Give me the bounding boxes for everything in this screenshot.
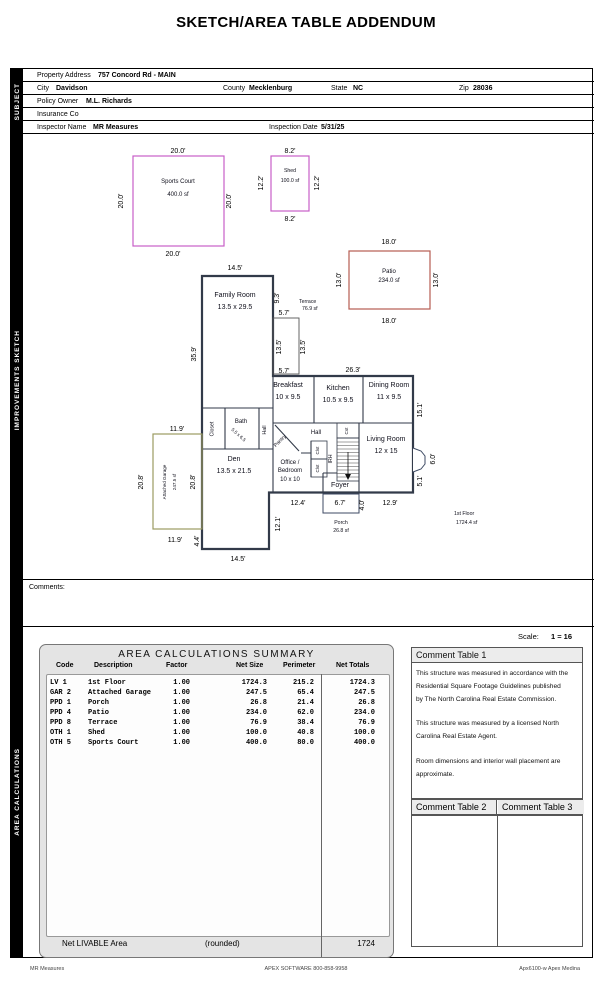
office-line1: Office /	[280, 460, 300, 466]
terrace-dim-right: 13.5'	[300, 339, 307, 355]
cell-net-totals: 26.8	[358, 699, 375, 707]
city-value: Davidson	[56, 85, 88, 92]
cell-perimeter: 62.0	[297, 709, 314, 717]
bath-name: Bath	[234, 419, 248, 425]
cell-net-totals: 100.0	[353, 729, 375, 737]
sports-court-area: 400.0 sf	[167, 192, 189, 198]
cell-net-totals: 400.0	[353, 739, 375, 747]
col-description: Description	[94, 662, 133, 669]
col-perimeter: Perimeter	[283, 662, 316, 669]
cell-description: Patio	[88, 709, 110, 717]
garage-dim-bottom: 11.9'	[167, 537, 183, 544]
breakfast-dims: 10 x 9.5	[275, 394, 301, 401]
row-inspector	[23, 121, 594, 134]
kitchen-row-dim: 26.3'	[345, 367, 361, 374]
bay-dim: 6.0'	[430, 453, 437, 465]
zip-label: Zip	[459, 85, 469, 92]
net-livable-value: 1724	[357, 939, 375, 948]
sports-court-dim-top: 20.0'	[170, 148, 186, 155]
comment-line: by The North Carolina Real Estate Commission.	[416, 695, 557, 703]
insurance-label: Insurance Co	[37, 111, 79, 118]
section-tab-improvements-sketch	[11, 134, 23, 626]
cell-factor: 1.00	[173, 739, 190, 747]
patio-name: Patio	[382, 269, 396, 275]
net-livable-label: Net LIVABLE Area	[62, 939, 128, 948]
table-row	[40, 739, 375, 749]
house-outline	[202, 276, 413, 549]
cell-perimeter: 215.2	[292, 679, 314, 687]
garage-dim-top: 11.9'	[169, 426, 185, 433]
shed-area: 100.0 sf	[280, 178, 300, 184]
cell-code: PPD 4	[50, 709, 72, 717]
comment-table-1-body	[412, 663, 582, 782]
garage-dim-left: 20.8'	[138, 474, 145, 490]
dim-12-9: 12.9'	[382, 500, 398, 507]
shed-dim-right: 12.2'	[314, 175, 321, 191]
shed-shape	[258, 148, 321, 223]
sports-court-dim-bottom: 20.0'	[165, 251, 181, 258]
subject-tab-label: SUBJECT	[13, 82, 21, 121]
cell-net-totals: 76.9	[358, 719, 375, 727]
west-wall-dim: 35.9'	[191, 346, 198, 362]
dim-4-4: 4.4'	[194, 535, 201, 547]
comments-label: Comments:	[29, 584, 65, 591]
comment-line: approximate.	[416, 770, 455, 778]
table-row	[40, 689, 375, 699]
terrace-name: Terrace	[299, 299, 317, 305]
foyer-label: Foyer	[331, 482, 349, 489]
cell-description: Shed	[88, 729, 105, 737]
hall-vertical-label: Hall	[262, 425, 268, 435]
clst2-label: Clst	[315, 464, 320, 473]
cell-description: Attached Garage	[88, 689, 152, 697]
comment-line: This structure was measured by a licensed North	[416, 720, 559, 728]
comment-table-1-title: Comment Table 1	[412, 648, 582, 663]
area-calculations-section	[23, 626, 594, 959]
row-property-address	[23, 69, 594, 82]
inspector-value: MR Measures	[93, 124, 139, 131]
cell-factor: 1.00	[173, 679, 190, 687]
comment-tables-2-3-header	[411, 799, 583, 815]
dim-9-3: 9.3'	[274, 292, 281, 304]
cell-code: OTH 1	[50, 729, 72, 737]
comment-line: Room dimensions and interior wall placement are	[416, 757, 561, 765]
cell-perimeter: 40.8	[297, 729, 314, 737]
kitchen-name: Kitchen	[326, 385, 350, 392]
property-address-label: Property Address	[37, 72, 91, 79]
comment-tables-divider	[497, 816, 498, 946]
summary-title: AREA CALCULATIONS SUMMARY	[118, 649, 315, 660]
cell-description: Sports Court	[88, 739, 139, 747]
dim-6-7: 6.7'	[334, 500, 346, 507]
policy-owner-label: Policy Owner	[37, 98, 79, 105]
scale-label: Scale:	[517, 632, 539, 641]
cell-code: OTH 5	[50, 739, 72, 747]
cell-net-totals: 1724.3	[349, 679, 375, 687]
cell-code: PPD 8	[50, 719, 72, 727]
sketch-tab-label: IMPROVEMENTS SKETCH	[13, 329, 21, 431]
patio-dim-right: 13.0'	[433, 272, 440, 288]
kitchen-dims: 10.5 x 9.5	[322, 397, 354, 404]
zip-value: 28036	[473, 85, 493, 92]
comment-line: This structure was measured in accordance with the	[416, 670, 569, 677]
table-row	[40, 699, 375, 709]
cell-net-size: 76.9	[250, 719, 267, 727]
section-tab-subject	[11, 69, 23, 134]
cell-factor: 1.00	[173, 709, 190, 717]
comment-table-3-title: Comment Table 3	[498, 800, 584, 814]
patio-shape	[336, 239, 440, 325]
cell-description: Terrace	[88, 719, 118, 727]
dim-12-1: 12.1'	[275, 516, 282, 532]
table-row	[40, 719, 375, 729]
cell-perimeter: 21.4	[297, 699, 314, 707]
col-code: Code	[56, 662, 74, 669]
cell-factor: 1.00	[173, 689, 190, 697]
living-room-dims: 12 x 15	[374, 448, 398, 455]
family-room-dim-top: 14.5'	[227, 265, 243, 272]
first-floor-name: 1st Floor	[454, 511, 475, 517]
table-row	[40, 679, 375, 689]
terrace-area: 76.9 sf	[302, 306, 318, 312]
cell-net-size: 1724.3	[241, 679, 267, 687]
dining-room-dims: 11 x 9.5	[376, 394, 402, 401]
cell-perimeter: 38.4	[297, 719, 314, 727]
shed-dim-bottom: 8.2'	[284, 216, 296, 223]
comment-line: Residential Square Footage Guidelines published	[416, 682, 561, 690]
shed-dim-left: 12.2'	[258, 175, 265, 191]
dim-5-1: 5.1'	[417, 475, 424, 487]
property-address-value: 757 Concord Rd - MAIN	[98, 72, 176, 79]
cell-factor: 1.00	[173, 719, 190, 727]
terrace-dim-bottom: 5.7'	[278, 368, 290, 375]
cell-net-size: 247.5	[245, 689, 267, 697]
comment-tables-2-3-body	[411, 815, 583, 947]
area-calc-tab-label: AREA CALCULATIONS	[13, 747, 21, 836]
breakfast-name: Breakfast	[273, 382, 303, 389]
den-dims: 13.5 x 21.5	[216, 468, 252, 475]
bay-window	[413, 448, 425, 472]
patio-dim-left: 13.0'	[336, 272, 343, 288]
cell-code: LV 1	[50, 679, 67, 687]
irh-label: IRH	[328, 454, 334, 464]
closet-label: Closet	[209, 421, 216, 437]
hall-label: Hall	[310, 430, 322, 436]
cell-code: GAR 2	[50, 689, 72, 697]
shed-dim-top: 8.2'	[284, 148, 296, 155]
cell-net-totals: 247.5	[353, 689, 375, 697]
sports-court-dim-right: 20.0'	[226, 193, 233, 209]
form-frame	[10, 68, 593, 958]
state-label: State	[331, 85, 348, 92]
section-tab-area-calculations	[11, 626, 23, 957]
cell-net-size: 26.8	[250, 699, 267, 707]
comment-table-2-title: Comment Table 2	[412, 800, 497, 814]
footer-right: Apx6100-w Apex Medina	[519, 966, 580, 972]
row-insurance	[23, 108, 594, 121]
garage-area: 247.5 sf	[172, 473, 177, 491]
patio-dim-top: 18.0'	[381, 239, 397, 246]
col-net-totals: Net Totals	[336, 662, 370, 669]
col-factor: Factor	[166, 662, 188, 669]
sports-court-rect	[133, 156, 224, 246]
inspector-label: Inspector Name	[37, 124, 87, 131]
terrace-dim-left: 13.5'	[276, 339, 283, 355]
shed-name: Shed	[283, 168, 297, 174]
cell-net-size: 234.0	[245, 709, 267, 717]
cst-label: Cst	[344, 427, 349, 435]
cell-perimeter: 65.4	[297, 689, 314, 697]
sports-court-name: Sports Court	[161, 179, 195, 185]
cell-factor: 1.00	[173, 729, 190, 737]
inspection-date-value: 5/31/25	[321, 124, 345, 131]
summary-divider-line	[321, 674, 322, 957]
footer-left: MR Measures	[30, 966, 65, 972]
bath-dims: 5.5 x 6.5	[230, 427, 247, 443]
cell-code: PPD 1	[50, 699, 72, 707]
dim-4-0: 4.0'	[359, 499, 366, 511]
scale-line	[518, 632, 572, 641]
area-calc-summary-panel	[39, 644, 394, 958]
sports-court-dim-left: 20.0'	[118, 193, 125, 209]
clst1-label: Clst	[315, 446, 320, 455]
terrace-dim-top: 5.7'	[278, 310, 290, 317]
garage-name: Attached Garage	[162, 464, 167, 500]
office-dims: 10 x 10	[280, 477, 300, 483]
floor-plan-sketch	[23, 134, 594, 579]
comment-table-1	[411, 647, 583, 799]
county-label: County	[223, 85, 246, 92]
dining-room-name: Dining Room	[368, 382, 410, 389]
patio-dim-bottom: 18.0'	[381, 318, 397, 325]
col-net-size: Net Size	[236, 662, 264, 669]
net-livable-note: (rounded)	[205, 939, 240, 948]
dim-12-4: 12.4'	[290, 500, 306, 507]
patio-area: 234.0 sf	[378, 278, 400, 284]
east-wall-dim: 15.1'	[417, 402, 424, 418]
pantry-label: Pantry	[272, 433, 288, 449]
family-room-dims: 13.5 x 29.5	[217, 304, 253, 311]
living-room-name: Living Room	[366, 436, 406, 443]
table-row	[40, 709, 375, 719]
row-policy-owner	[23, 95, 594, 108]
porch-name: Porch	[334, 520, 348, 526]
cell-perimeter: 80.0	[297, 739, 314, 747]
table-row	[40, 729, 375, 739]
comments-section	[23, 579, 594, 626]
cell-description: 1st Floor	[88, 679, 126, 687]
family-room-name: Family Room	[214, 292, 256, 299]
sports-court-shape	[118, 148, 233, 258]
den-name: Den	[227, 456, 241, 463]
state-value: NC	[353, 85, 364, 92]
county-value: Mecklenburg	[249, 85, 293, 92]
first-floor-area: 1724.4 sf	[456, 520, 478, 526]
cell-description: Porch	[88, 699, 110, 707]
den-dim-bottom: 14.5'	[230, 556, 246, 563]
office-line2: Bedroom	[277, 468, 303, 474]
page-title: SKETCH/AREA TABLE ADDENDUM	[176, 14, 436, 31]
cell-net-size: 400.0	[245, 739, 267, 747]
policy-owner-value: M.L. Richards	[86, 98, 132, 105]
footer-center: APEX SOFTWARE 800-858-9958	[264, 966, 348, 972]
row-city-county-state-zip	[23, 82, 594, 95]
porch-area: 26.8 sf	[333, 528, 349, 534]
cell-factor: 1.00	[173, 699, 190, 707]
cell-net-totals: 234.0	[353, 709, 375, 717]
inspection-date-label: Inspection Date	[269, 124, 318, 131]
scale-value: 1 = 16	[550, 632, 572, 641]
cell-net-size: 100.0	[245, 729, 267, 737]
city-label: City	[37, 85, 50, 92]
garage-dim-right: 20.8'	[190, 474, 197, 490]
comment-line: Carolina Real Estate Agent.	[416, 733, 498, 741]
